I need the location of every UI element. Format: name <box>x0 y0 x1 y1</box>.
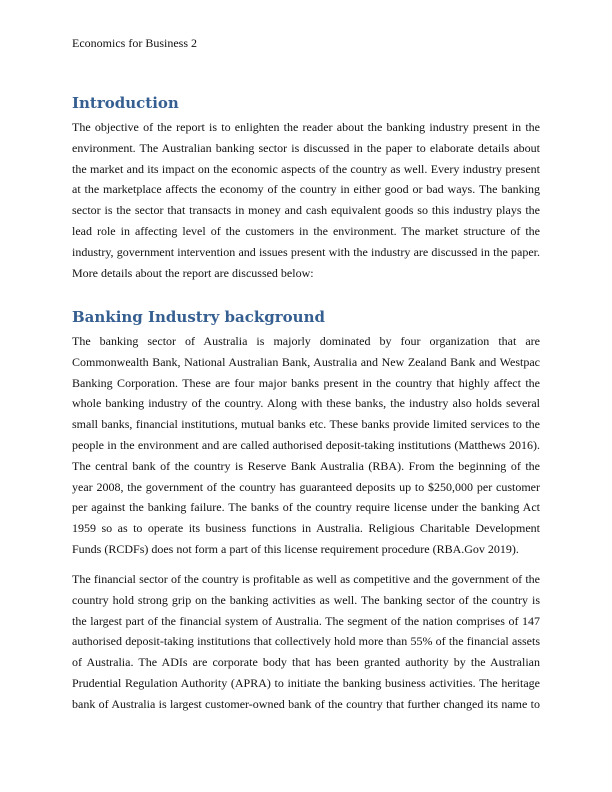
text-line: industry, government intervention and issues present with the industry are discussed in the paper. <box>72 244 540 259</box>
text-line: The objective of the report is to enlighten the reader about the banking industry present in the <box>72 120 540 134</box>
text-line: Banking Corporation. These are four major banks present in the country that highly affect the <box>72 375 540 390</box>
text-line: lead role in affecting level of the customers in the environment. The market structure of the <box>72 223 540 238</box>
text-line: More details about the report are discussed below: <box>72 265 314 280</box>
text-line: The financial sector of the country is profitable as well as competitive and the government of the <box>72 572 540 586</box>
text-line: at the marketplace affects the economy of the country in either good or bad ways. The banking <box>72 182 540 197</box>
text-line: whole banking industry of the country. Along with these banks, the industry also holds several <box>72 396 540 411</box>
text-line: 1959 so as to operate its business functions in Australia. Religious Charitable Development <box>72 521 540 536</box>
text-line: bank of Australia is largest customer-owned bank of the country that further changed its name to <box>72 696 540 711</box>
text-line: sector is the sector that transacts in money and cash equivalent goods so this industry plays the <box>72 203 540 218</box>
text-line: Prudential Regulation Authority (APRA) to initiate the banking business activities. The heritage <box>72 675 540 690</box>
text-line: environment. The Australian banking sector is discussed in the paper to elaborate details about <box>72 140 540 155</box>
text-line: the market and its impact on the economic aspects of the country as well. Every industry present <box>72 161 540 176</box>
heading-introduction: Introduction <box>72 94 179 112</box>
text-line: of Australia. The ADIs are corporate body that has been granted authority by the Australian <box>72 655 540 670</box>
paragraph <box>72 331 540 560</box>
text-line: the largest part of the financial system of Australia. The segment of the nation comprises of 147 <box>72 613 540 628</box>
text-line: small banks, financial institutions, mutual banks etc. These banks provide limited services to the <box>72 417 540 432</box>
text-line: people in the environment and are called authorised deposit-taking institutions (Matthews 2016). <box>72 437 540 452</box>
paragraph <box>72 117 540 283</box>
text-line: Funds (RCDFs) does not form a part of this license requirement procedure (RBA.Gov 2019). <box>72 541 519 556</box>
text-line: The central bank of the country is Reserve Bank Australia (RBA). From the beginning of the <box>72 458 540 473</box>
text-line: year 2008, the government of the country has guaranteed deposits up to $250,000 per customer <box>72 479 540 494</box>
text-line: authorised deposit-taking institutions that collectively hold more than 55% of the financial assets <box>72 634 540 649</box>
text-line: country hold strong grip on the banking activities as well. The banking sector of the country is <box>72 592 540 607</box>
page-header: Economics for Business 2 <box>72 36 197 50</box>
text-line: per against the banking failure. The banks of the country require license under the banking Act <box>72 500 540 515</box>
text-line: Commonwealth Bank, National Australian Bank, Australia and New Zealand Bank and Westpac <box>72 354 540 369</box>
heading-banking-industry-background: Banking Industry background <box>72 308 325 326</box>
paragraph <box>72 569 540 715</box>
text-line: The banking sector of Australia is majorly dominated by four organization that are <box>72 334 540 348</box>
